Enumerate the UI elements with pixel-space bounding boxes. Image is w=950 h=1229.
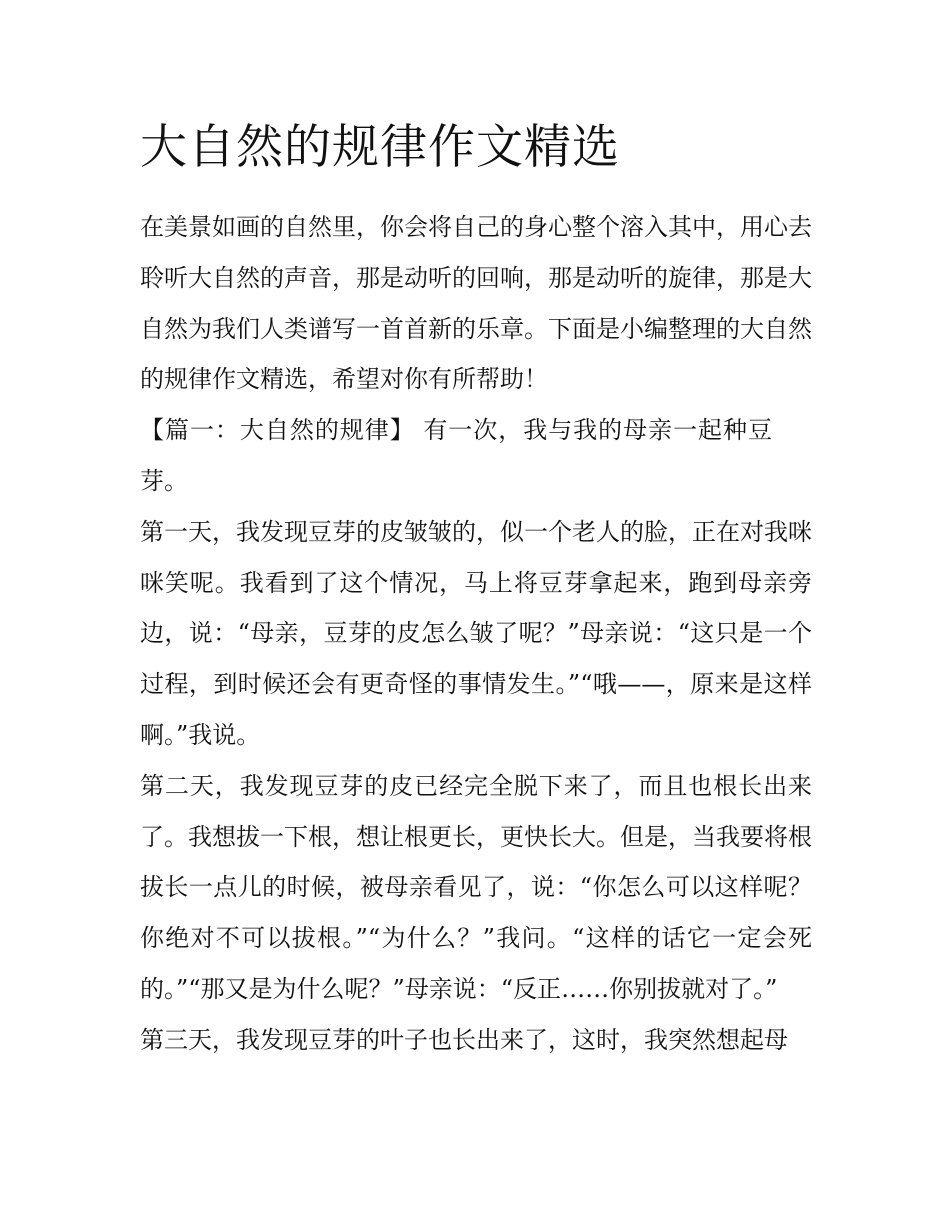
day-one-paragraph: 第一天，我发现豆芽的皮皱皱的，似一个老人的脸，正在对我咪咪笑呢。我看到了这个情况，马上将豆芽拿起来，跑到母亲旁边，说：“母亲，豆芽的皮怎么皱了呢？”母亲说：“这只是一个过程，到时候还会有更奇怪的事情发生。”“哦——，原来是这样啊。”我说。	[140, 517, 812, 749]
day-two-paragraph: 第二天，我发现豆芽的皮已经完全脱下来了，而且也根长出来了。我想拔一下根，想让根更长，更快长大。但是，当我要将根拔长一点儿的时候，被母亲看见了，说：“你怎么可以这样呢？你绝对不可以拔根。”“为什么？”我问。“这样的话它一定会死的。”“那又是为什么呢？”母亲说：“反正……你别拔就对了。”	[140, 771, 812, 1003]
intro-paragraph: 在美景如画的自然里，你会将自己的身心整个溶入其中，用心去聆听大自然的声音，那是动听的回响，那是动听的旋律，那是大自然为我们人类谱写一首首新的乐章。下面是小编整理的大自然的规律作文精选，希望对你有所帮助！	[140, 213, 812, 394]
document-page	[140, 112, 812, 1066]
day-three-paragraph: 第三天，我发现豆芽的叶子也长出来了，这时，我突然想起母	[140, 1025, 788, 1054]
document-title: 大自然的规律作文精选	[140, 120, 620, 175]
chapter-one-heading-paragraph: 【篇一：大自然的规律】 有一次，我与我的母亲一起种豆芽。	[140, 416, 772, 495]
